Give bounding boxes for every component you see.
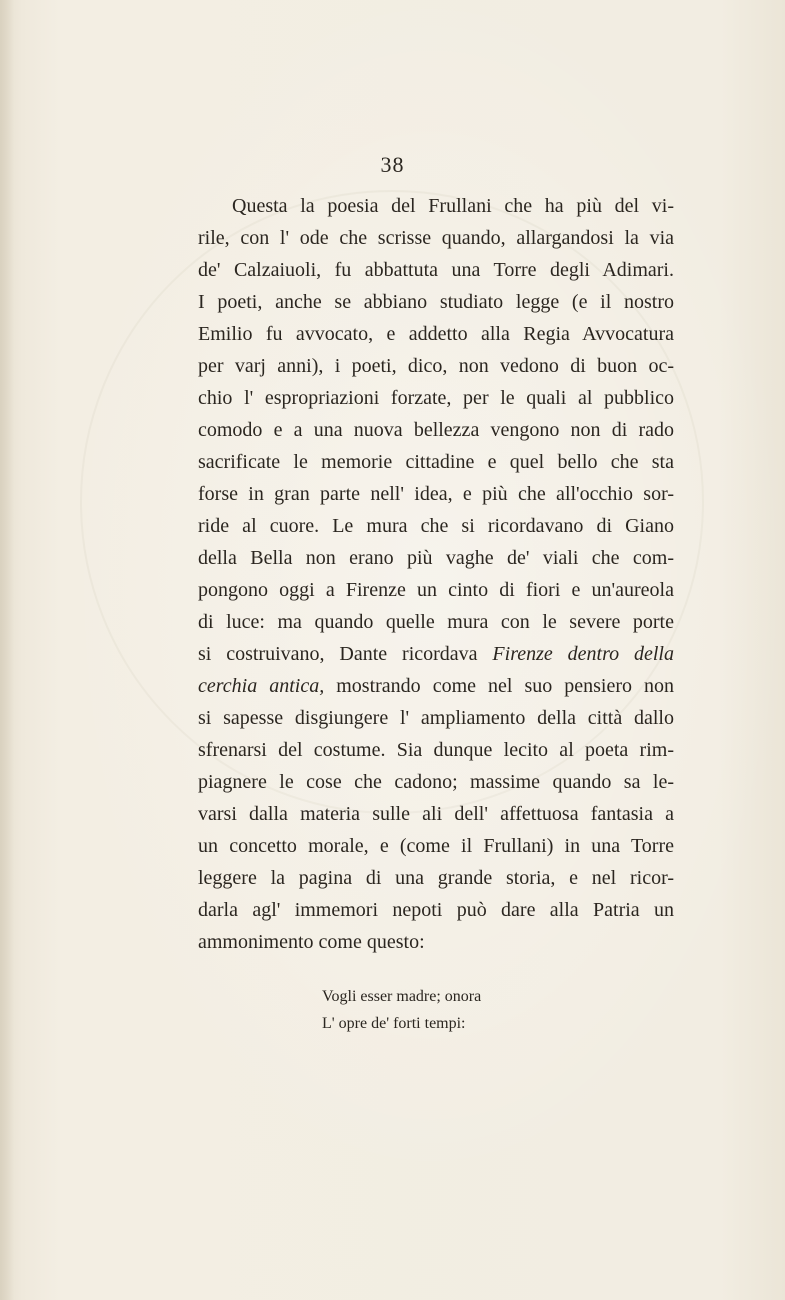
text-line: forse in gran parte nell' idea, e più che all'occhio sor- <box>198 483 674 505</box>
text-line: per varj anni), i poeti, dico, non vedono di buon oc- <box>198 355 674 377</box>
text-line: pongono oggi a Firenze un cinto di fiori e un'aureola <box>198 579 674 601</box>
text-line: della Bella non erano più vaghe de' viali che com- <box>198 547 674 569</box>
text-line: sacrificate le memorie cittadine e quel bello che sta <box>198 451 674 473</box>
text-line: I poeti, anche se abbiano studiato legge (e il nostro <box>198 291 674 313</box>
text-line: un concetto morale, e (come il Frullani) in una Torre <box>198 835 674 857</box>
verse-quote <box>322 983 582 1037</box>
italic-quote: Firenze dentro della <box>492 643 674 665</box>
text-line: de' Calzaiuoli, fu abbattuta una Torre degli Adimari. <box>198 259 674 281</box>
verse-line: Vogli esser madre; onora <box>322 988 482 1005</box>
text-line: di luce: ma quando quelle mura con le severe porte <box>198 611 674 633</box>
text-line: piagnere le cose che cadono; massime quando sa le- <box>198 771 674 793</box>
text-line-with-italic <box>198 670 674 702</box>
page-gutter-shadow <box>0 0 14 1300</box>
text-line: Questa la poesia del Frullani che ha più del vi- <box>232 195 674 217</box>
text-segment: si costruivano, Dante ricordava <box>198 643 478 665</box>
text-line: leggere la pagina di una grande storia, e nel ricor- <box>198 867 674 889</box>
italic-quote: cerchia antica, <box>198 675 325 697</box>
text-line: varsi dalla materia sulle ali dell' affettuosa fantasia a <box>198 803 674 825</box>
text-line: rile, con l' ode che scrisse quando, allargandosi la via <box>198 227 674 249</box>
text-line-with-italic <box>198 638 674 670</box>
text-line: Emilio fu avvocato, e addetto alla Regia Avvocatura <box>198 323 674 345</box>
text-line: darla agl' immemori nepoti può dare alla Patria un <box>198 899 674 921</box>
text-line: ammonimento come questo: <box>198 931 425 953</box>
body-text <box>198 190 674 958</box>
text-line: comodo e a una nuova bellezza vengono non di rado <box>198 419 674 441</box>
text-line: chio l' espropriazioni forzate, per le quali al pubblico <box>198 387 674 409</box>
text-line: sfrenarsi del costume. Sia dunque lecito al poeta rim- <box>198 739 674 761</box>
text-segment: mostrando come nel suo pensiero non <box>336 675 674 697</box>
text-line: ride al cuore. Le mura che si ricordavano di Giano <box>198 515 674 537</box>
page-number: 38 <box>380 152 405 177</box>
text-line: si sapesse disgiungere l' ampliamento della città dallo <box>198 707 674 729</box>
verse-line: L' opre de' forti tempi: <box>322 1015 466 1032</box>
